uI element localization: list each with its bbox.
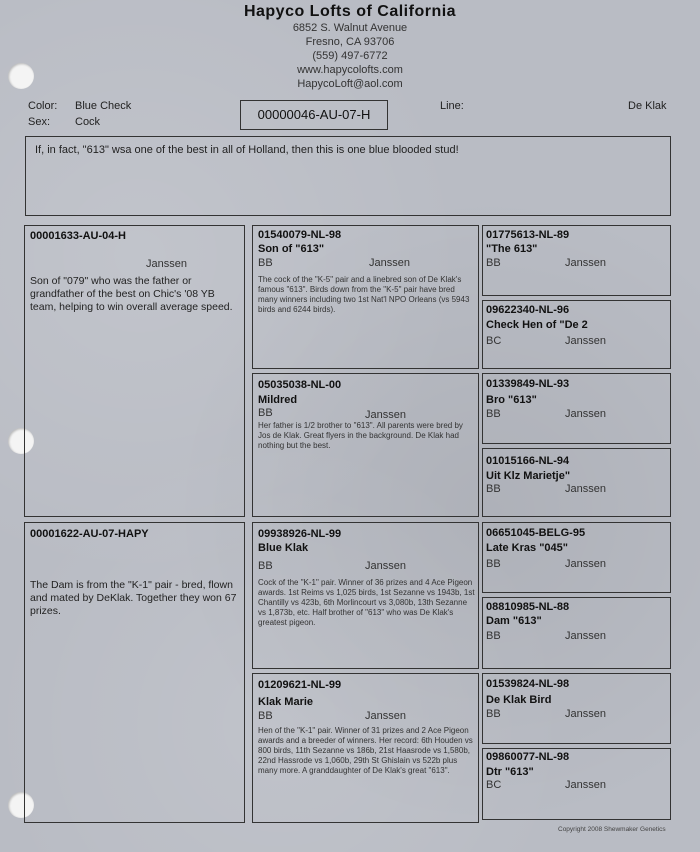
gen2-description: Hen of the "K-1" pair. Winner of 31 prizes and 2 Ace Pigeon awards and a breeder of winners. Her record: 6th Houden vs 800 birds, 11th Sezanne vs 186b, 21st Haasrode vs 1,580b, 22nd Hassrode vs 1,060b, 29th St Ghislain vs 522b plus many more. A granddaughter of De Klak's great "613". [258,726,473,775]
gen3-name: De Klak Bird [486,694,552,706]
gen2-box-dam-dam [252,673,479,823]
gen3-name: Uit Klz Marietje" [486,470,571,482]
gen3-color: BB [486,708,501,720]
email: HapycoLoft@aol.com [297,78,403,90]
gen3-band: 01539824-NL-98 [486,678,570,690]
comment-text: If, in fact, "613" wsa one of the best in all of Holland, then this is one blue blooded stud! [35,144,459,156]
phone-number: (559) 497-6772 [312,50,388,62]
color-label: Color: [28,100,58,112]
gen3-line: Janssen [565,708,606,720]
copyright: Copyright 2008 Shewmaker Genetics [558,826,666,833]
gen3-color: BC [486,779,502,791]
gen3-name: Late Kras "045" [486,542,568,554]
gen3-band: 01339849-NL-93 [486,378,570,390]
gen2-box-dam-sire [252,522,479,669]
gen2-name: Son of "613" [258,243,325,255]
gen3-color: BB [486,483,501,495]
gen3-box [482,748,671,820]
line-label: Line: [440,100,464,112]
gen3-color: BB [486,408,501,420]
loft-name: Hapyco Lofts of California [243,3,457,20]
gen3-box [482,522,671,593]
gen3-box [482,300,671,369]
gen3-name: Check Hen of "De 2 [486,319,588,331]
gen2-line: Janssen [369,257,410,269]
subject-band-number: 00000046-AU-07-H [240,100,388,130]
gen2-color: BB [258,257,273,269]
gen3-band: 01775613-NL-89 [486,229,570,241]
gen2-box-sire-sire [252,225,479,369]
gen2-line: Janssen [365,409,406,421]
gen3-color: BB [486,558,501,570]
gen2-box-sire-dam [252,373,479,517]
gen2-name: Mildred [258,394,298,406]
gen3-line: Janssen [565,483,606,495]
gen3-box [482,597,671,669]
gen2-line: Janssen [365,710,406,722]
dam-box [24,522,245,823]
gen3-band: 06651045-BELG-95 [486,527,586,539]
gen2-name: Klak Marie [258,696,314,708]
website: www.hapycolofts.com [297,64,403,76]
gen2-name: Blue Klak [258,542,309,554]
gen3-line: Janssen [565,779,606,791]
sex-label: Sex: [28,116,51,128]
gen3-name: "The 613" [486,243,538,255]
gen3-line: Janssen [565,630,606,642]
gen3-band: 09622340-NL-96 [486,304,570,316]
gen3-color: BB [486,257,501,269]
gen3-name: Dtr "613" [486,766,534,778]
gen3-box [482,448,671,517]
gen3-band: 01015166-NL-94 [486,455,570,467]
sire-line: Janssen [146,258,187,270]
gen2-description: Cock of the "K-1" pair. Winner of 36 prizes and 4 Ace Pigeon awards. 1st Reims vs 1,025 birds, 1st Sezanne vs 1943b, 1st Chantilly vs 423b, 6th Morlincourt vs 3,080b, 13th Sezanne vs 1,873b, etc. Half brother of "613" who was De Klak's greatest pigeon. [258,578,475,627]
gen3-box [482,673,671,744]
gen3-color: BB [486,630,501,642]
sire-description: Son of "079" who was the father or grandfather of the best on Chic's '08 YB team, helping to win overall average speed. [30,275,233,313]
gen2-color: BB [258,710,273,722]
gen3-line: Janssen [565,558,606,570]
gen2-color: BB [258,560,273,572]
gen2-color: BB [258,407,273,419]
gen3-box [482,373,671,444]
gen3-color: BC [486,335,502,347]
gen2-band: 09938926-NL-99 [258,528,342,540]
gen2-description: The cock of the "K-5" pair and a linebred son of De Klak's famous "613". Birds down from the "K-5" pair have bred many winners including two 1st Nat'l NPO Orleans (vs 5943 birds and 6244 birds). [258,275,470,314]
address-line-2: Fresno, CA 93706 [305,36,395,48]
gen2-line: Janssen [365,560,406,572]
gen3-name: Bro "613" [486,394,537,406]
dam-band: 00001622-AU-07-HAPY [30,528,149,540]
sire-box [24,225,245,517]
line-value: De Klak [628,100,667,112]
sex-value: Cock [75,116,101,128]
gen2-band: 01209621-NL-99 [258,679,342,691]
gen3-band: 08810985-NL-88 [486,601,570,613]
color-value: Blue Check [75,100,132,112]
gen2-band: 05035038-NL-00 [258,379,342,391]
gen2-band: 01540079-NL-98 [258,229,342,241]
gen3-box [482,225,671,296]
gen3-line: Janssen [565,408,606,420]
gen3-band: 09860077-NL-98 [486,751,570,763]
gen3-line: Janssen [565,257,606,269]
dam-description: The Dam is from the "K-1" pair - bred, flown and mated by DeKlak. Together they won 67 prizes. [30,579,237,617]
gen3-name: Dam "613" [486,615,542,627]
comment-box [25,136,671,216]
address-line-1: 6852 S. Walnut Avenue [292,22,408,34]
sire-band: 00001633-AU-04-H [30,230,126,242]
gen2-description: Her father is 1/2 brother to "613". All parents were bred by Jos de Klak. Great flyers in the background. De Klak had nothing but the best. [258,421,463,450]
gen3-line: Janssen [565,335,606,347]
